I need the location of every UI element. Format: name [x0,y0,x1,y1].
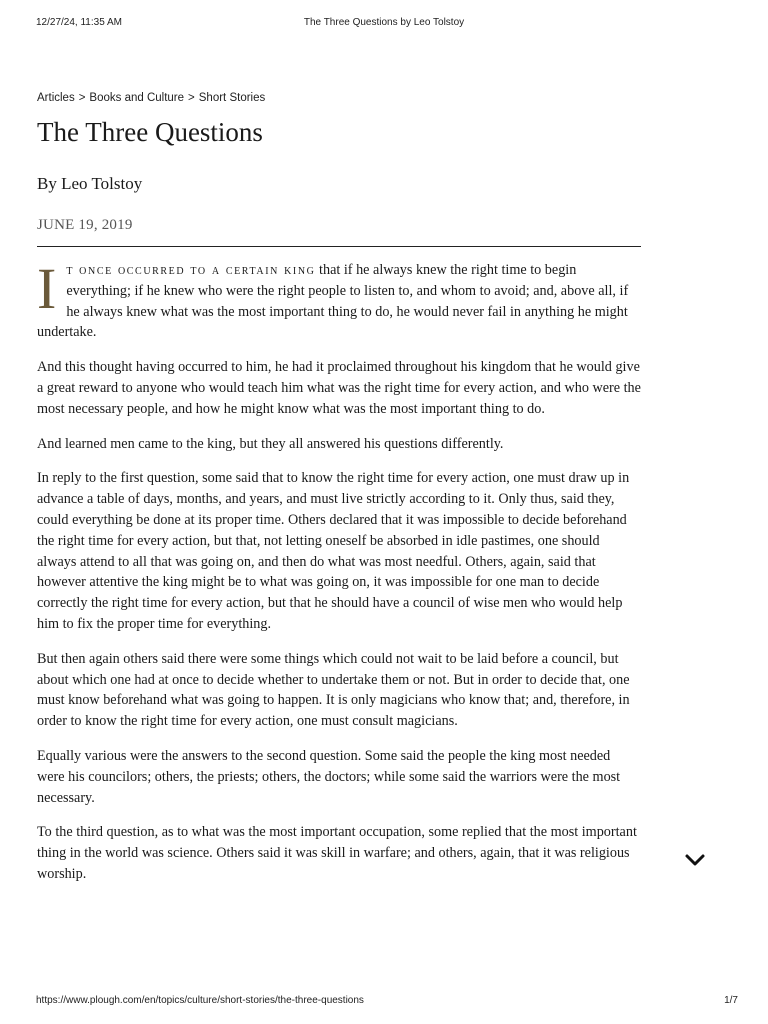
print-timestamp: 12/27/24, 11:35 AM [36,17,122,28]
lead-small-caps: t once occurred to a certain king [66,262,316,278]
body-paragraph: To the third question, as to what was the most important occupation, some replied that the most important thing in the world was science. Others said it was skill in warfare; and others, again, that it was religious worship. [37,824,637,882]
chevron-down-icon[interactable] [683,852,707,868]
article-date: JUNE 19, 2019 [37,215,641,247]
print-footer [0,995,768,1009]
article-byline: By Leo Tolstoy [37,174,143,193]
breadcrumb-books-and-culture[interactable]: Books and Culture [89,92,185,104]
article-body [37,256,641,885]
breadcrumb-separator: > [78,92,86,104]
print-doc-title: The Three Questions by Leo Tolstoy [303,17,465,28]
breadcrumb-short-stories[interactable]: Short Stories [198,92,266,104]
print-url: https://www.plough.com/en/topics/culture/short-stories/the-three-questions [36,995,364,1006]
body-paragraph: And this thought having occurred to him, he had it proclaimed throughout his kingdom that he would give a great reward to anyone who would teach him what was the right time for every action, and who were the most necessary people, and how he might know what was the most important thing to do. [37,359,641,417]
lead-paragraph [37,256,641,343]
body-paragraph: But then again others said there were some things which could not wait to be laid before a council, but about which one had at once to decide whether to undertake them or not. But in order to decide that, one must know beforehand what was going to happen. It is only magicians who know that; and, therefore, in order to know the right time for every action, one must consult magicians. [37,650,630,730]
article [37,92,641,899]
lead-text: that if he always knew the right time to begin everything; if he knew who were the right people to listen to, and whom to avoid; and, above all, if he always knew what was the most important thing to do, he would never fail in anything he might undertake. [37,262,629,341]
body-paragraph: Equally various were the answers to the second question. Some said the people the king most needed were his councilors; others, the priests; others, the doctors; while some said the warriors were the most necessary. [37,747,621,806]
breadcrumb [37,92,641,104]
body-paragraph: And learned men came to the king, but they all answered his questions differently. [37,435,504,452]
print-page-number: 1/7 [724,995,738,1006]
breadcrumb-articles[interactable]: Articles [37,92,75,104]
print-header [0,17,768,31]
drop-cap: I [37,256,57,321]
article-title: The Three Questions [37,117,263,147]
breadcrumb-separator: > [188,92,195,104]
body-paragraph: In reply to the first question, some said that to know the right time for every action, one must draw up in advance a table of days, months, and years, and must live strictly according to it. Only thus, said they, could everything be done at its proper time. Others declared that it was impossible to decide beforehand the right time for every action, but that, not letting oneself be absorbed in idle pastimes, one should always attend to all that was going on, and then do what was most needful. Others, again, said that however attentive the king might be to what was going on, it was impossible for one man to decide correctly the right time for every action, but that he should have a council of wise men who would help him to fix the proper time for everything. [37,470,630,632]
